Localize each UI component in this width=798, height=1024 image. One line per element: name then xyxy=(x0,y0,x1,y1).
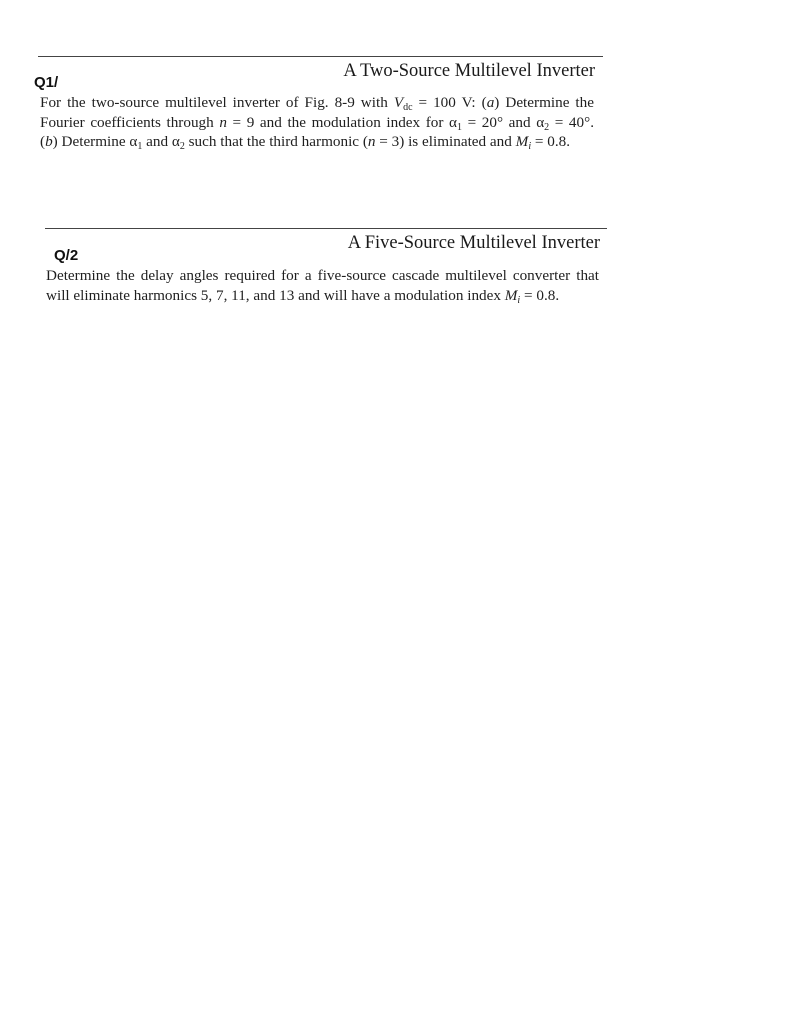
text-run: = 0.8. xyxy=(520,286,560,304)
text-run: = 20° and α xyxy=(462,113,545,131)
text-run: = 0.8. xyxy=(531,133,571,150)
text-run: For the two-source multilevel inverter of Fig. 8-9 with xyxy=(40,94,394,111)
part-label: b xyxy=(45,133,53,150)
text-run: and α xyxy=(142,133,180,150)
part-label: a xyxy=(486,94,495,111)
text-run: such that the third harmonic ( xyxy=(184,133,368,150)
question-title: A Two-Source Multilevel Inverter xyxy=(343,61,595,81)
question-body-line xyxy=(46,286,599,306)
question-label: Q1/ xyxy=(34,74,59,91)
math-var: V xyxy=(393,94,404,111)
question-body xyxy=(38,93,603,152)
math-var: M xyxy=(515,133,529,150)
question-label: Q/2 xyxy=(54,247,79,264)
text-run: = 40°. xyxy=(549,113,594,131)
text-run: Fourier coefficients through xyxy=(40,113,220,131)
question-body xyxy=(45,266,607,305)
text-run: = 9 and the modulation index for α xyxy=(226,113,458,131)
text-run: will eliminate harmonics 5, 7, 11, and 13 and will have a modulation index xyxy=(46,286,505,304)
text-run: ( xyxy=(40,133,46,150)
math-var: n xyxy=(367,133,376,150)
question-header xyxy=(34,57,603,93)
question-title: A Five-Source Multilevel Inverter xyxy=(347,233,600,253)
question-header xyxy=(45,229,607,265)
math-subscript: 2 xyxy=(544,121,550,133)
question-2 xyxy=(45,228,607,305)
math-subscript: 1 xyxy=(137,141,143,152)
question-body-line: Determine the delay angles required for a five-source cascade multilevel converter that xyxy=(46,267,599,284)
math-subscript: dc xyxy=(403,102,413,113)
question-body-line xyxy=(40,93,594,113)
math-subscript: 1 xyxy=(457,121,463,133)
math-var: n xyxy=(219,113,227,131)
math-subscript: i xyxy=(528,141,532,152)
math-subscript: i xyxy=(517,294,521,306)
math-subscript: 2 xyxy=(179,141,185,152)
text-run: = 100 V: ( xyxy=(412,94,487,111)
text-run: = 3) is eliminated and xyxy=(375,133,516,150)
math-var: M xyxy=(504,286,518,304)
text-run: ) Determine α xyxy=(52,133,138,150)
question-1 xyxy=(34,56,603,152)
question-body-line xyxy=(40,113,594,133)
text-run: ) Determine the xyxy=(494,94,594,111)
question-body-line xyxy=(40,132,594,152)
